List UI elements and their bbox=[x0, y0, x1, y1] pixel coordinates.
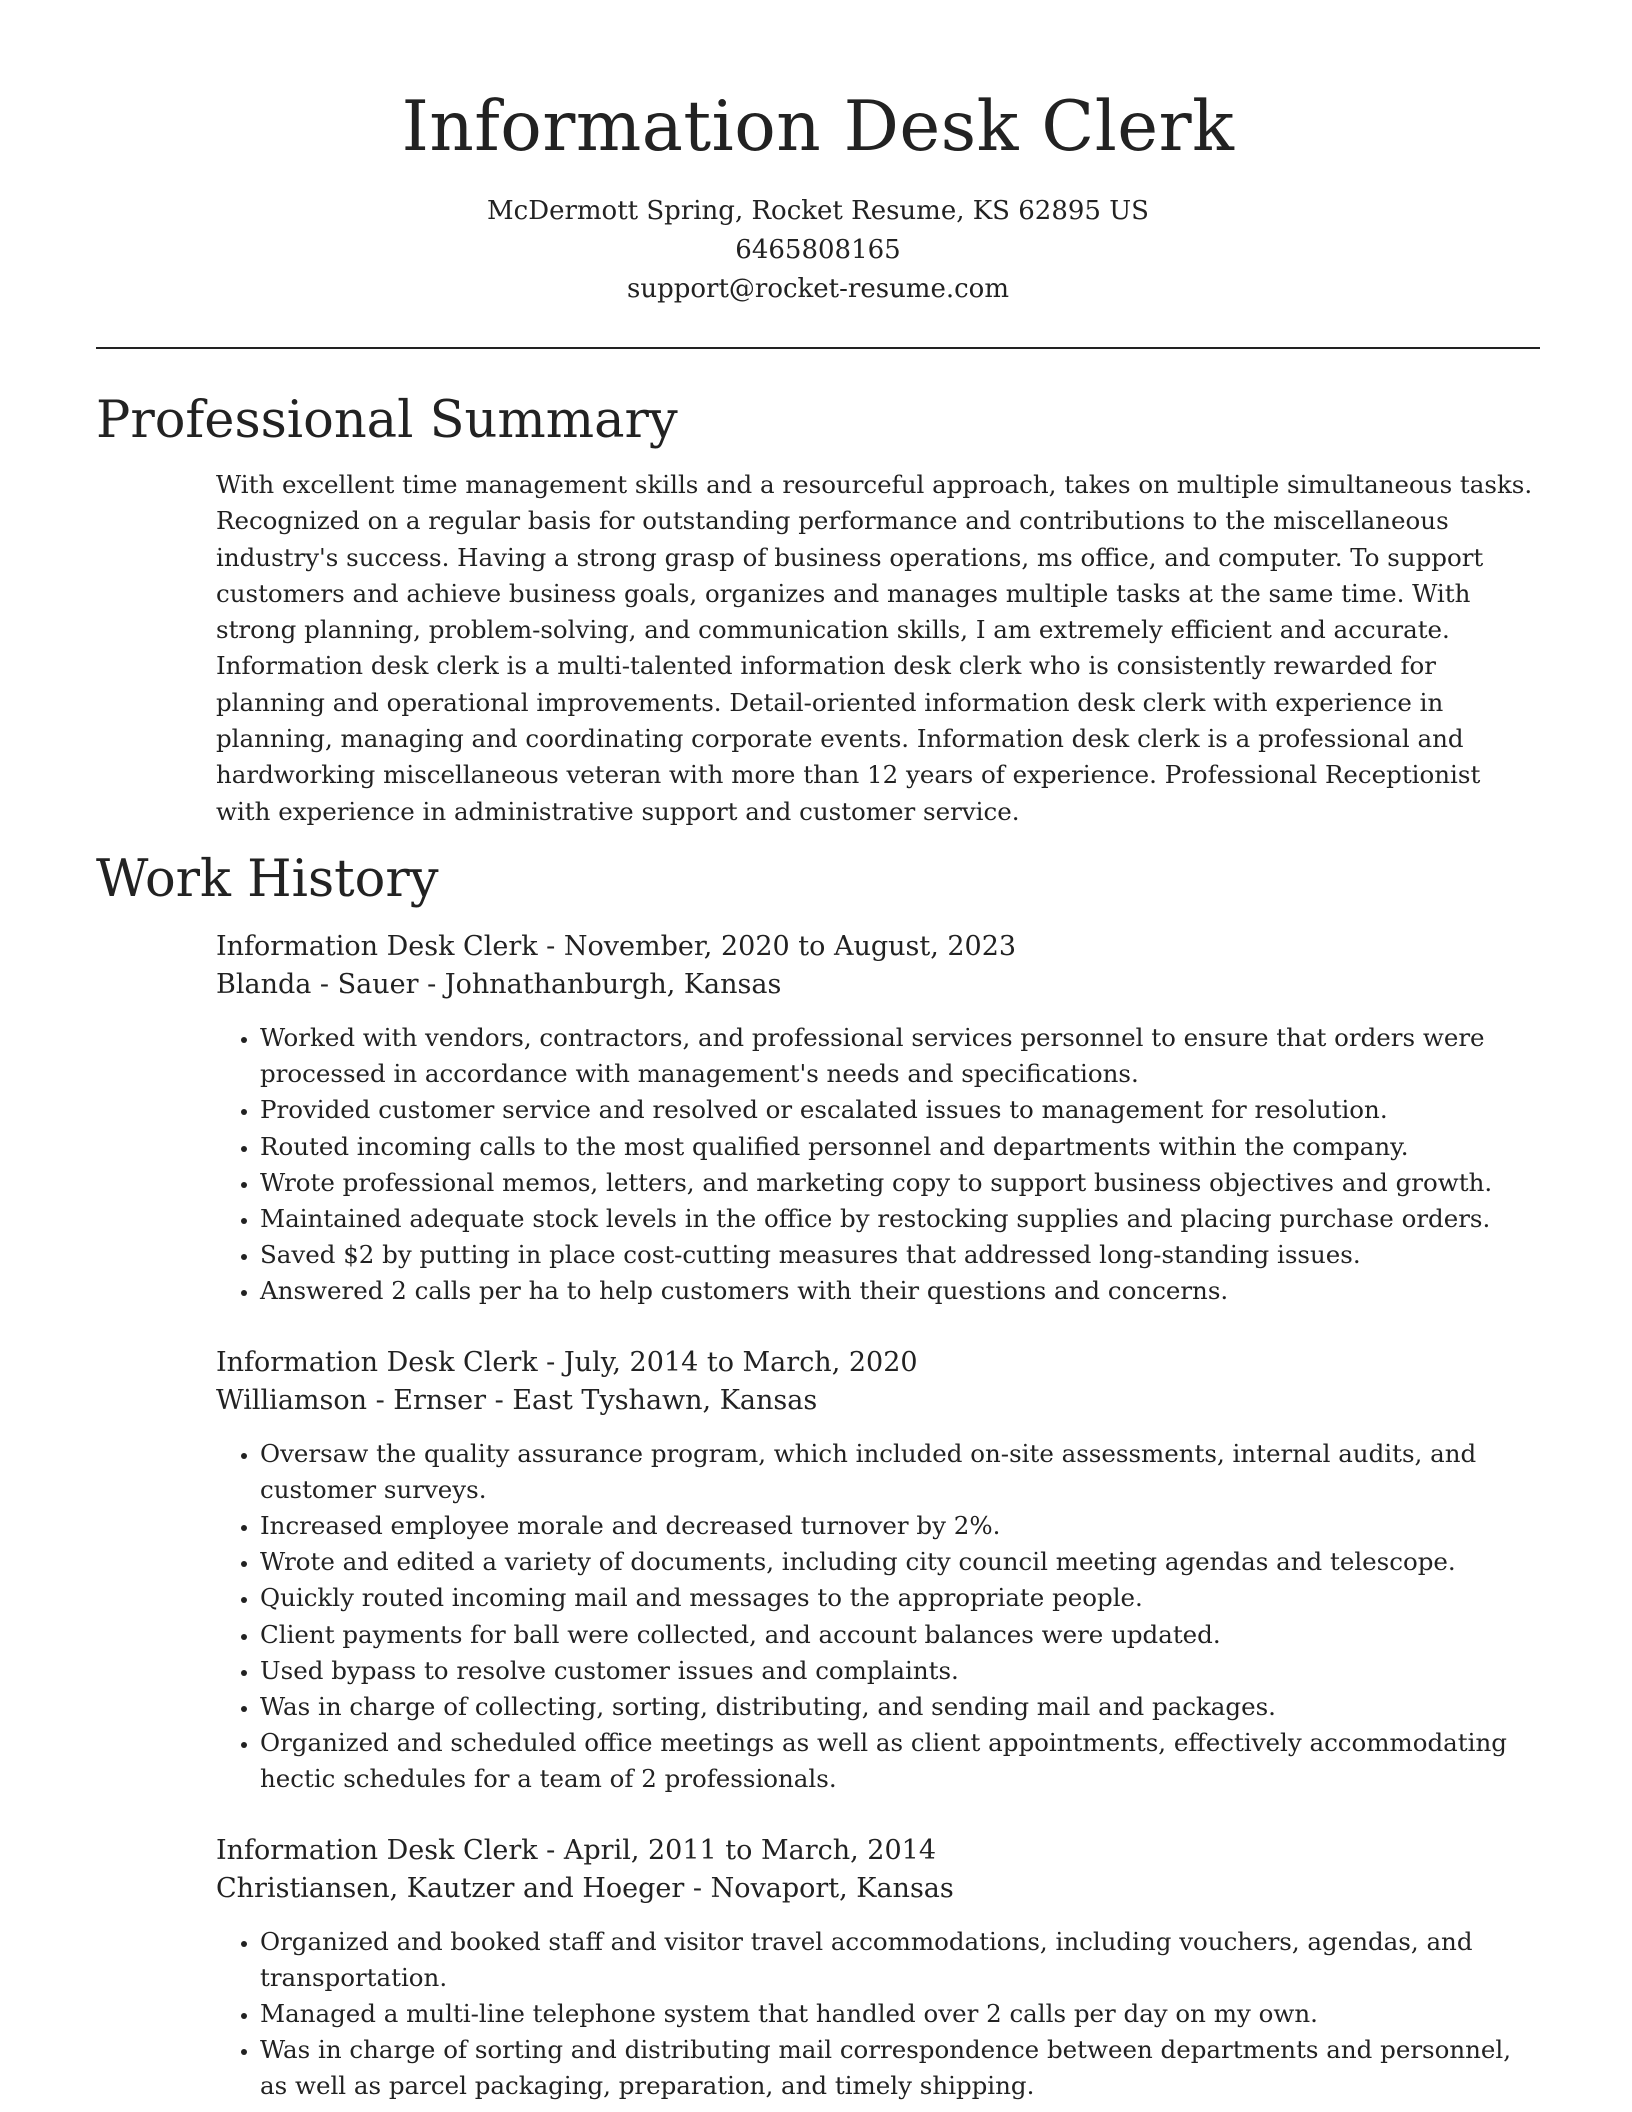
job-bullets bbox=[216, 1924, 1540, 2105]
summary-heading: Professional Summary bbox=[96, 391, 678, 450]
job-bullets bbox=[216, 1436, 1540, 1798]
job-company-line: Christiansen, Kautzer and Hoeger - Novaport, Kansas bbox=[216, 1872, 954, 1904]
job-entry-3 bbox=[216, 1832, 1540, 2105]
job-bullet: • Used bypass to resolve customer issues and complaints. bbox=[260, 1653, 1540, 1689]
job-bullet: • Wrote and edited a variety of documents, including city council meeting agendas and telescope. bbox=[260, 1544, 1540, 1580]
job-title-line: Information Desk Clerk - November, 2020 to August, 2023 bbox=[216, 930, 1017, 962]
contact-phone: 6465808165 bbox=[735, 235, 901, 265]
job-bullet: • Worked with vendors, contractors, and professional services personnel to ensure that orders were processed in accordance with management's needs and specifications. bbox=[260, 1020, 1540, 1092]
job-bullet: • Client payments for ball were collected, and account balances were updated. bbox=[260, 1617, 1540, 1653]
job-bullet: • Managed a multi-line telephone system that handled over 2 calls per day on my own. bbox=[260, 1996, 1540, 2032]
contact-block bbox=[96, 192, 1540, 309]
job-bullet: • Was in charge of collecting, sorting, distributing, and sending mail and packages. bbox=[260, 1689, 1540, 1725]
job-bullet: • Provided customer service and resolved or escalated issues to management for resolution. bbox=[260, 1092, 1540, 1128]
job-title-line: Information Desk Clerk - July, 2014 to March, 2020 bbox=[216, 1346, 918, 1378]
job-title-line: Information Desk Clerk - April, 2011 to March, 2014 bbox=[216, 1834, 937, 1866]
job-bullet: • Was in charge of sorting and distributing mail correspondence between departments and personnel, as well as parcel packaging, preparation, and timely shipping. bbox=[260, 2032, 1540, 2104]
job-bullet: • Wrote professional memos, letters, and marketing copy to support business objectives and growth. bbox=[260, 1165, 1540, 1201]
job-bullet: • Quickly routed incoming mail and messages to the appropriate people. bbox=[260, 1580, 1540, 1616]
candidate-name: Information Desk Clerk bbox=[401, 87, 1235, 167]
job-company-line: Williamson - Ernser - East Tyshawn, Kansas bbox=[216, 1384, 818, 1416]
job-company-line: Blanda - Sauer - Johnathanburgh, Kansas bbox=[216, 968, 782, 1000]
job-bullet: • Organized and scheduled office meetings as well as client appointments, effectively accommodating hectic schedules for a team of 2 professionals. bbox=[260, 1725, 1540, 1797]
job-bullet: • Saved $2 by putting in place cost-cutting measures that addressed long-standing issues. bbox=[260, 1237, 1540, 1273]
job-bullet: • Increased employee morale and decreased turnover by 2%. bbox=[260, 1508, 1540, 1544]
work-history-heading: Work History bbox=[96, 849, 439, 909]
contact-email: support@rocket-resume.com bbox=[626, 274, 1009, 304]
job-bullet: • Routed incoming calls to the most qualified personnel and departments within the company. bbox=[260, 1129, 1540, 1165]
resume-page bbox=[96, 0, 1540, 2105]
job-entry-2 bbox=[216, 1344, 1540, 1798]
job-bullets bbox=[216, 1020, 1540, 1310]
job-bullet: • Answered 2 calls per ha to help customers with their questions and concerns. bbox=[260, 1273, 1540, 1309]
header-divider bbox=[96, 347, 1540, 349]
job-bullet: • Oversaw the quality assurance program, which included on-site assessments, internal audits, and customer surveys. bbox=[260, 1436, 1540, 1508]
job-bullet: • Maintained adequate stock levels in the office by restocking supplies and placing purchase orders. bbox=[260, 1201, 1540, 1237]
contact-address: McDermott Spring, Rocket Resume, KS 62895 US bbox=[487, 196, 1149, 226]
job-entry-1 bbox=[216, 928, 1540, 1310]
job-bullet: • Organized and booked staff and visitor travel accommodations, including vouchers, agendas, and transportation. bbox=[260, 1924, 1540, 1996]
summary-text: With excellent time management skills and a resourceful approach, takes on multiple simultaneous tasks. Recognized on a regular basis for outstanding performance and contributions to the miscellaneous industry's success. Having a strong grasp of business operations, ms office, and computer. To support customers and achieve business goals, organizes and manages multiple tasks at the same time. With strong planning, problem-solving, and communication skills, I am extremely efficient and accurate. Information desk clerk is a multi-talented information desk clerk who is consistently rewarded for planning and operational improvements. Detail-oriented information desk clerk with experience in planning, managing and coordinating corporate events. Information desk clerk is a professional and hardworking miscellaneous veteran with more than 12 years of experience. Professional Receptionist with experience in administrative support and customer service. bbox=[216, 470, 1533, 826]
resume-header bbox=[96, 0, 1540, 349]
